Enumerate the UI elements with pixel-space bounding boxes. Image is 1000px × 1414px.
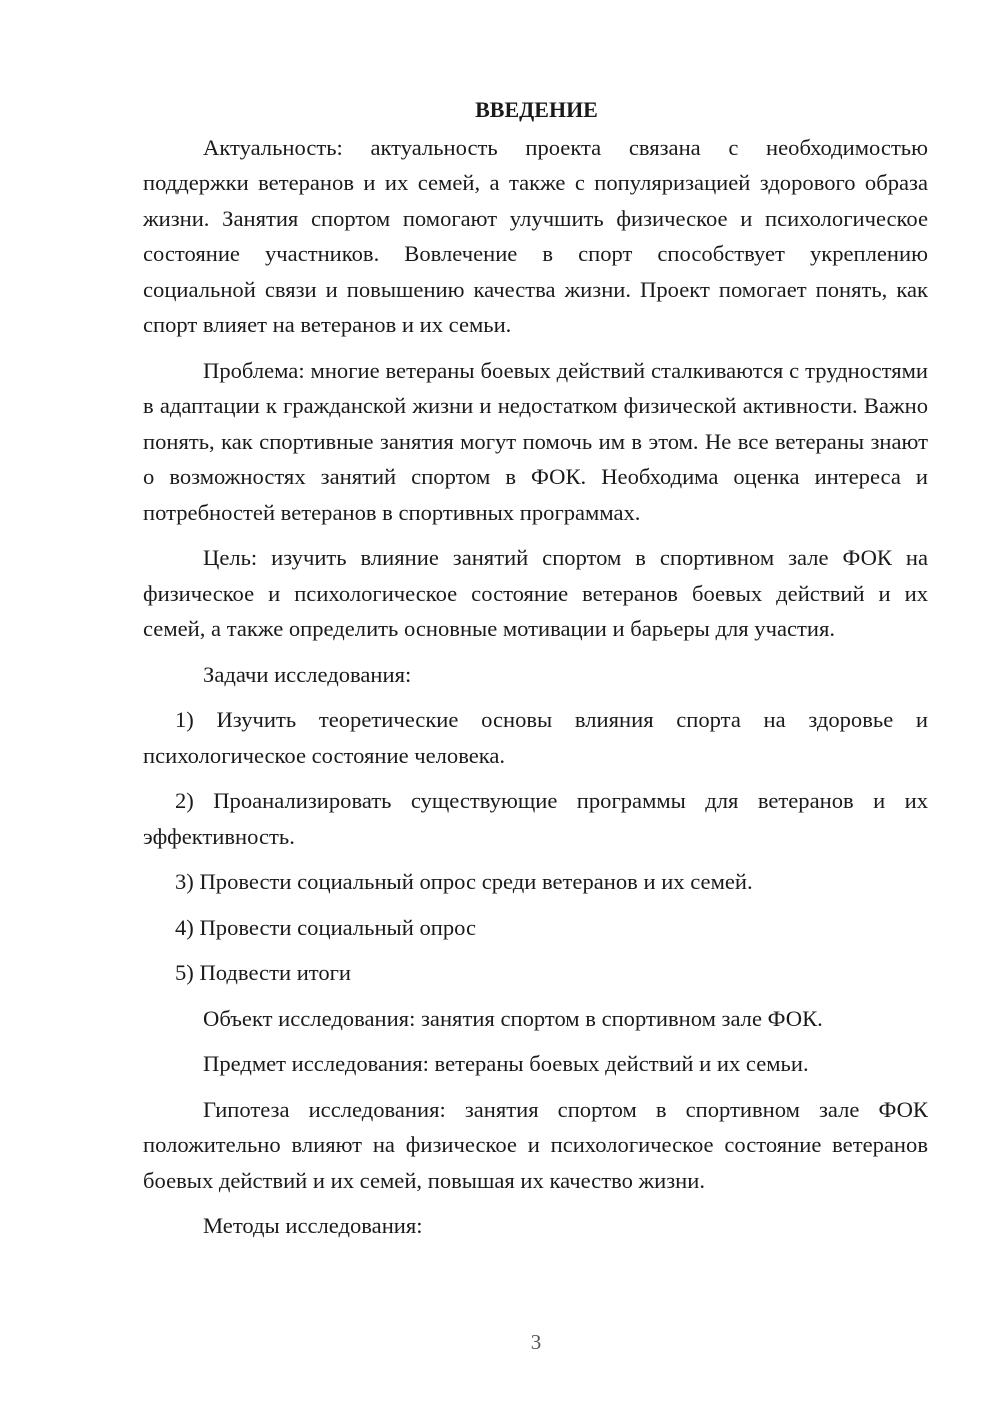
paragraph-hypothesis: Гипотеза исследования: занятия спортом в спортивном зале ФОК положительно влияют на физическое и психологическое состояние ветеранов боевых действий и их семей, повышая их качество жизни.	[143, 1096, 928, 1193]
paragraph-relevance: Актуальность: актуальность проекта связана с необходимостью поддержки ветеранов и их семей, а также с популяризацией здорового образа жизни. Занятия спортом помогают улучшить физическое и психологическое состояние участников. Вовлечение в спорт способствует укреплению социальной связи и повышению качества жизни. Проект помогает понять, как спорт влияет на ветеранов и их семьи.	[143, 134, 928, 337]
paragraph-problem: Проблема: многие ветераны боевых действий сталкиваются с трудностями в адаптации к гражданской жизни и недостатком физической активности. Важно понять, как спортивные занятия могут помочь им в этом. Не все ветераны знают о возможностях занятий спортом в ФОК. Необходима оценка интереса и потребностей ветеранов в спортивных программах.	[143, 357, 928, 525]
section-title: ВВЕДЕНИЕ	[475, 97, 598, 122]
paragraph-goal: Цель: изучить влияние занятий спортом в спортивном зале ФОК на физическое и психологическое состояние ветеранов боевых действий и их семей, а также определить основные мотивации и барьеры для участия.	[143, 545, 928, 641]
paragraph-object: Объект исследования: занятия спортом в спортивном зале ФОК.	[203, 1005, 823, 1031]
task-item-3: 3) Провести социальный опрос среди ветеранов и их семей.	[175, 869, 753, 894]
paragraph-subject: Предмет исследования: ветераны боевых действий и их семьи.	[203, 1051, 809, 1076]
task-item-5: 5) Подвести итоги	[175, 960, 352, 985]
page-body	[143, 92, 928, 1254]
task-item-1: 1) Изучить теоретические основы влияния спорта на здоровье и психологическое состояние человека.	[143, 707, 928, 768]
page-number: 3	[530, 1330, 542, 1354]
task-item-4: 4) Провести социальный опрос	[175, 914, 477, 940]
tasks-heading: Задачи исследования:	[203, 661, 412, 687]
task-item-2: 2) Проанализировать существующие программы для ветеранов и их эффективность.	[143, 788, 928, 849]
paragraph-methods: Методы исследования:	[203, 1213, 423, 1238]
